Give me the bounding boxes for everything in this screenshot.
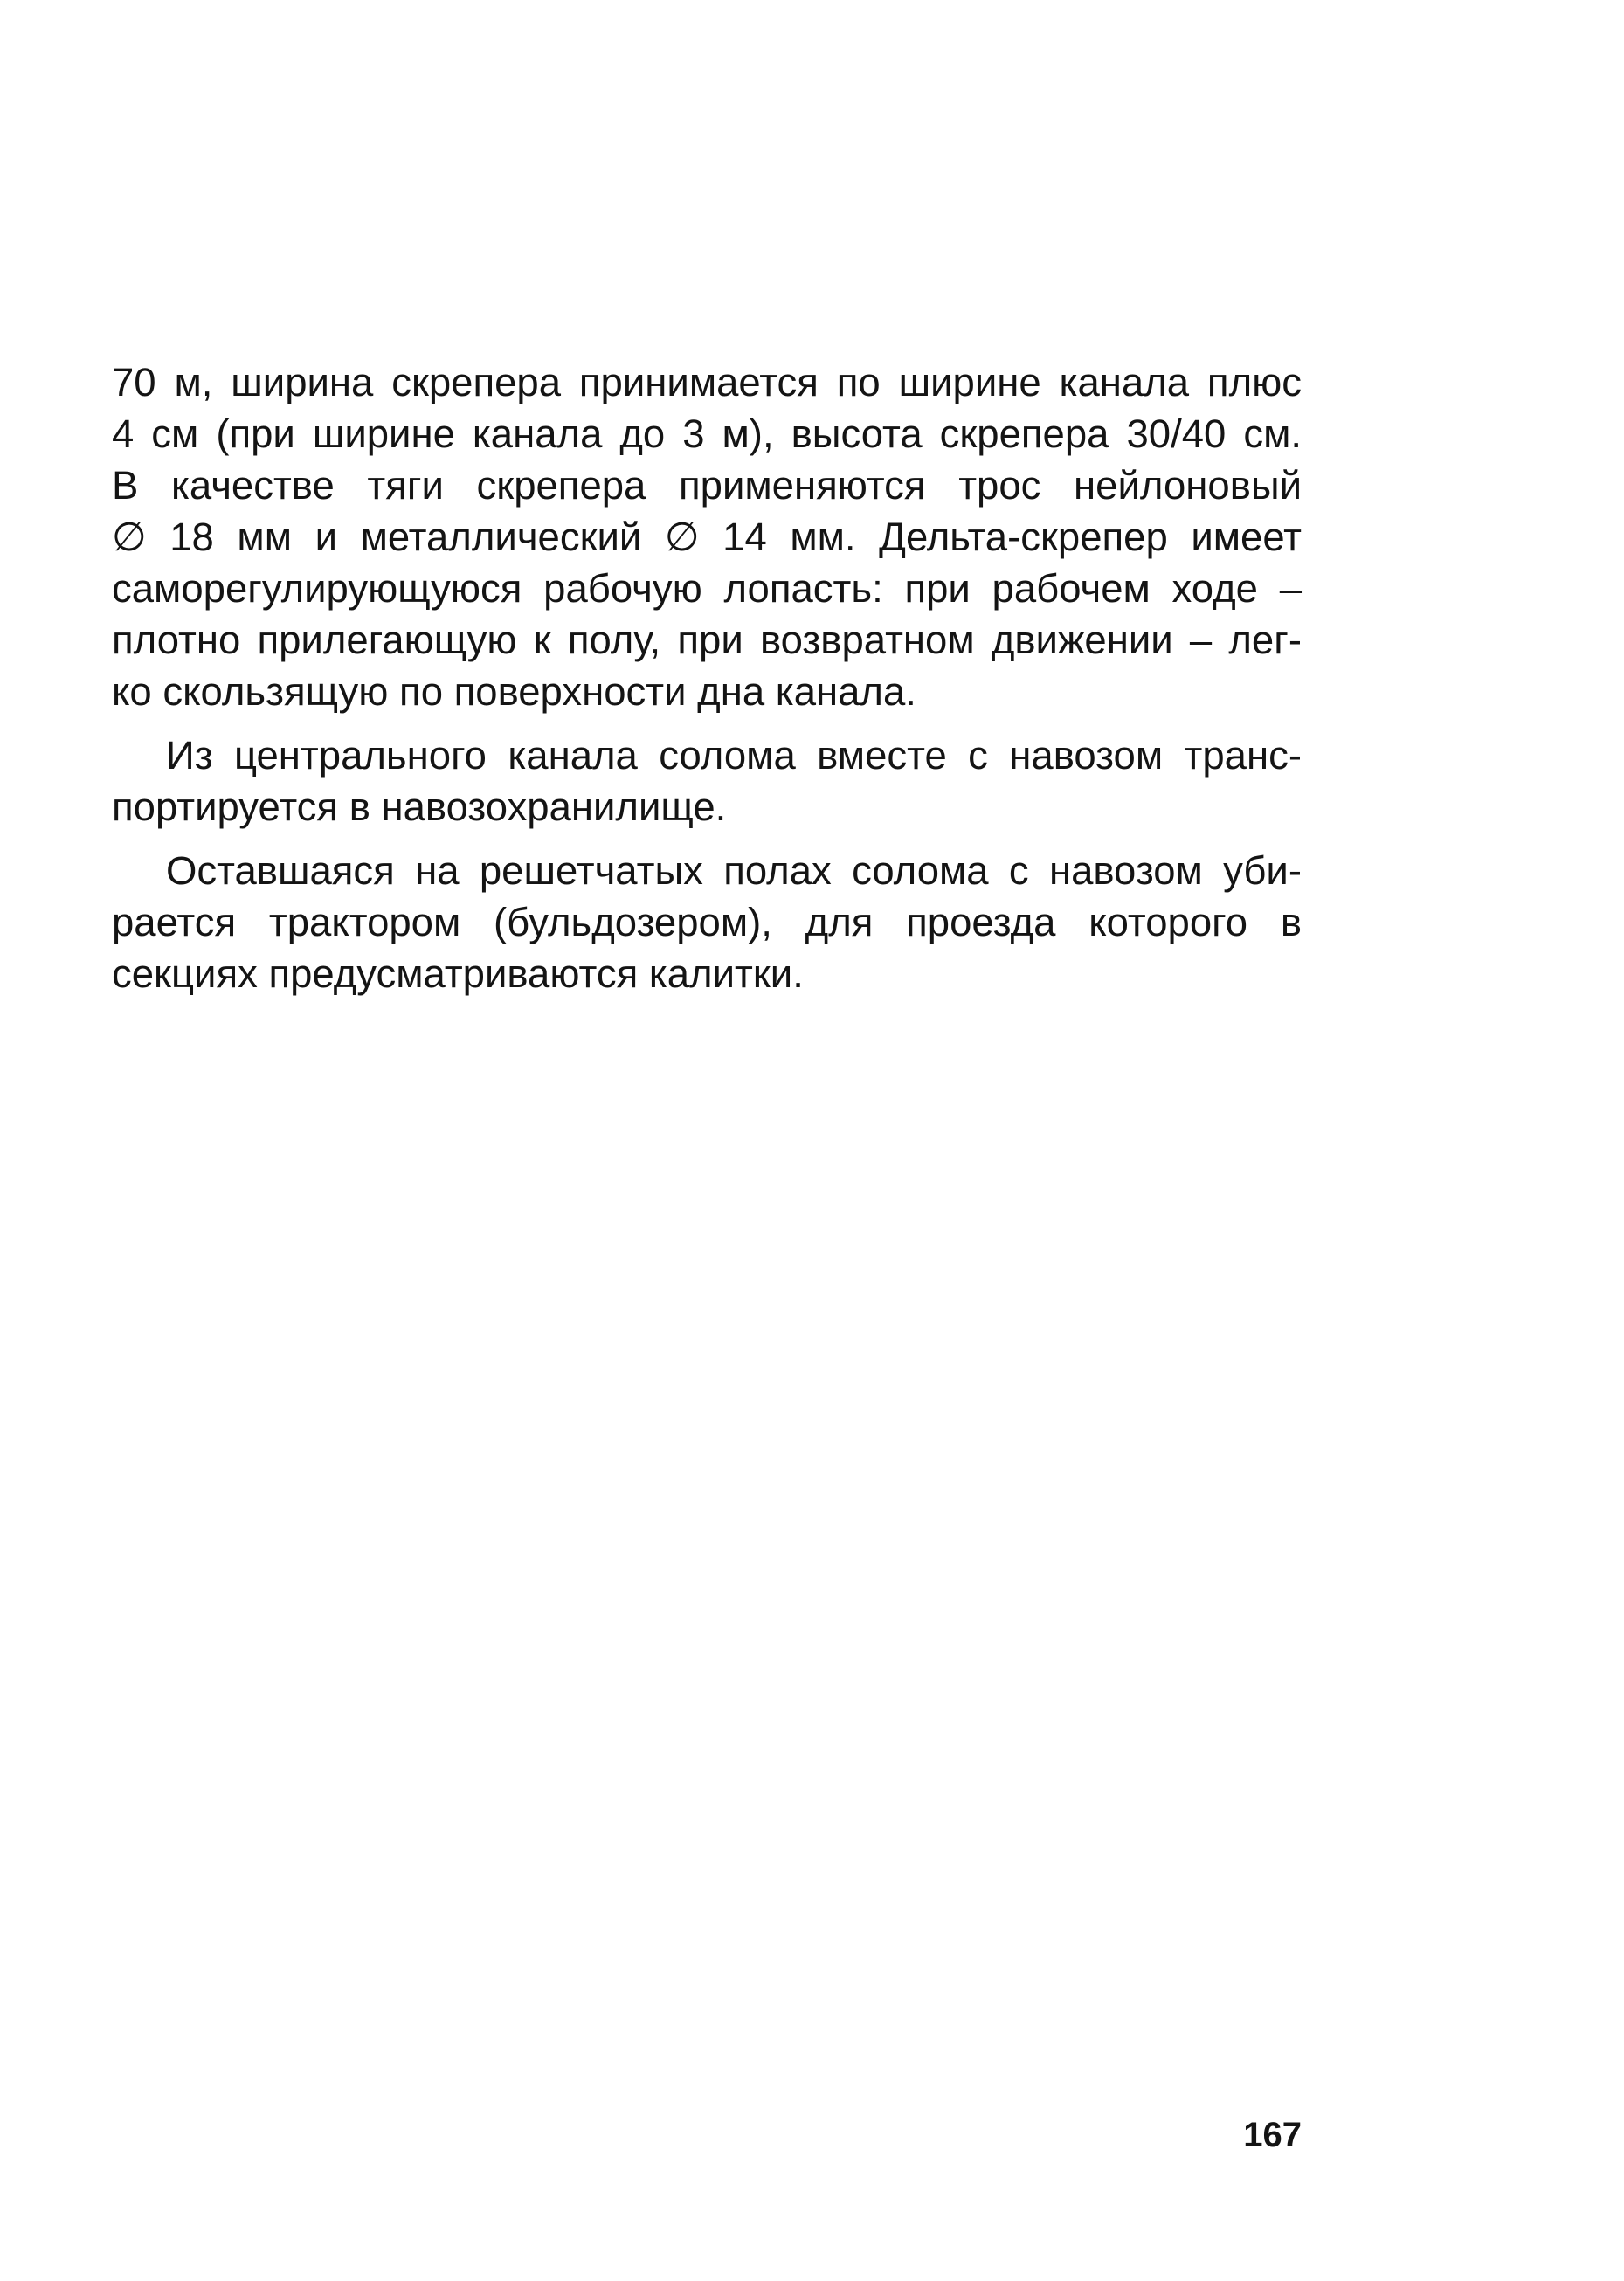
text-line: ∅ 18 мм и металлический ∅ 14 мм. Дельта-скрепер имеет [112,515,1302,559]
text-line: Из центрального канала солома вместе с навозом транс- [166,733,1302,778]
text-line: секциях предусматриваются калитки. [112,951,804,996]
text-line: 4 см (при ширине канала до 3 м), высота скрепера 30/40 см. [112,411,1302,456]
text-line: рается трактором (бульдозером), для проезда которого в [112,900,1302,944]
text-line: В качестве тяги скрепера применяются трос нейлоновый [112,463,1302,508]
paragraph-1 [112,356,1302,717]
text-line: саморегулирующуюся рабочую лопасть: при рабочем ходе – [112,566,1302,611]
text-line: плотно прилегающую к полу, при возвратном движении – лег- [112,618,1302,662]
paragraph-2 [112,729,1302,833]
text-line: портируется в навозохранилище. [112,785,727,829]
text-line: ко скользящую по поверхности дна канала. [112,669,916,714]
text-line: 70 м, ширина скрепера принимается по ширине канала плюс [112,360,1302,404]
text-line: Оставшаяся на решетчатых полах солома с навозом уби- [166,848,1302,893]
paragraph-3 [112,845,1302,999]
body-text [112,356,1302,999]
page-number: 167 [1243,2116,1302,2154]
